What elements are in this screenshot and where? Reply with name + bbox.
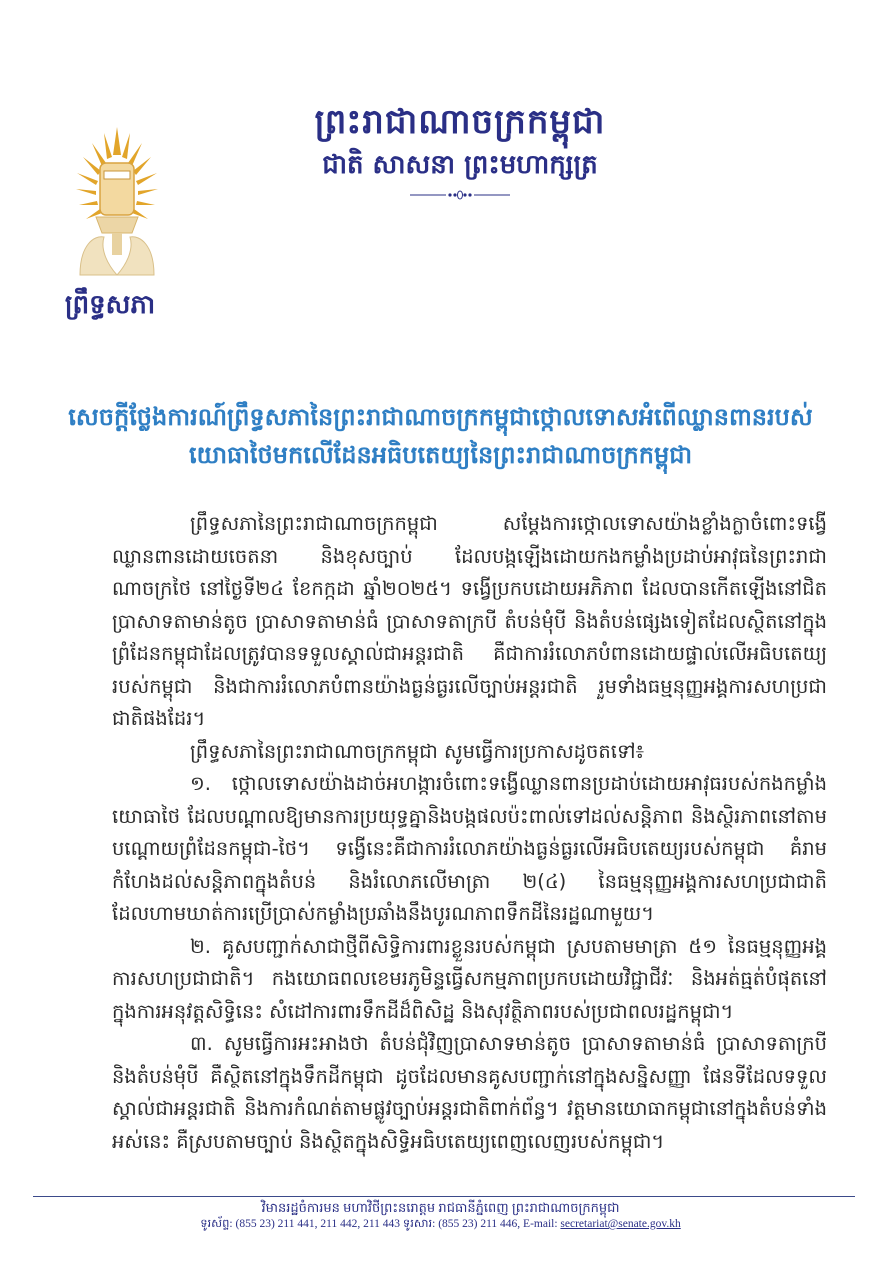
point-1: ១. ថ្កោលទោសយ៉ាងដាច់អហង្ការចំពោះទង្វើឈ្លានពានប្រដាប់ដោយអាវុធរបស់កងកម្លាំងយោធាថៃ ដែលបណ្ដាលឱ្យមានការប្រយុទ្ធគ្នានិងបង្កផលប៉ះពាល់ទៅដល់សន្តិភាព និងស្ថិរភាពនៅតាមបណ្ដោយព្រំដែនកម្ពុជា-ថៃ។ ទង្វើនេះគឺជាការរំលោភយ៉ាងធ្ងន់ធ្ងរលើអធិបតេយ្យរបស់កម្ពុជា គំរាមកំហែងដល់សន្តិភាពក្នុងតំបន់ និងរំលោភលើមាត្រា ២(៤) នៃធម្មនុញ្ញអង្គការសហប្រជាជាតិ ដែលហាមឃាត់ការប្រើប្រាស់កម្លាំងប្រឆាំងនឹងបូរណភាពទឹកដីនៃរដ្ឋណាមួយ។ [112, 772, 827, 925]
letterhead-footer [0, 1200, 881, 1232]
footer-contact [0, 1216, 881, 1232]
phone-numbers: (855 23) 211 441, 211 442, 211 443 [235, 1218, 401, 1230]
decorative-divider-icon [410, 190, 510, 200]
declaration-lead: ព្រឹទ្ធសភានៃព្រះរាជាណាចក្រកម្ពុជា សូមធ្វើការប្រកាសដូចតទៅ៖ [190, 739, 645, 763]
phone-label: ទូរស័ព្ទ: [200, 1218, 233, 1230]
statement-title-line-1: សេចក្ដីថ្លែងការណ៍ព្រឹទ្ធសភានៃព្រះរាជាណាចក្រកម្ពុជាថ្កោលទោសអំពើឈ្លានពានរបស់ [68, 403, 813, 431]
point-3: ៣. សូមធ្វើការអះអាងថា តំបន់ជុំវិញប្រាសាទមាន់តូច ប្រាសាទតាមាន់ធំ ប្រាសាទតាក្របី និងតំបន់មុំបី គឺស្ថិតនៅក្នុងទឹកដីកម្ពុជា ដូចដែលមានគូសបញ្ជាក់នៅក្នុងសន្និសញ្ញា ផែនទីដែលទទួលស្គាល់ជាអន្តរជាតិ និងការកំណត់តាមផ្លូវច្បាប់អន្តរជាតិពាក់ព័ន្ធ។ វត្តមានយោធាកម្ពុជានៅក្នុងតំបន់ទាំងអស់នេះ គឺស្របតាមច្បាប់ និងស្ថិតក្នុងសិទ្ធិអធិបតេយ្យពេញលេញរបស់កម្ពុជា។ [112, 1032, 827, 1153]
senate-emblem-icon [74, 125, 160, 285]
footer-address: វិមានរដ្ឋចំការមន មហាវិថីព្រះនរោត្តម រាជធានីភ្នំពេញ ព្រះរាជាណាចក្រកម្ពុជា [261, 1200, 620, 1215]
footer-divider [33, 1196, 855, 1197]
fax-label: ទូរសារ: [402, 1218, 436, 1230]
senate-label: ព្រឹទ្ធសភា [64, 290, 156, 320]
national-header [280, 100, 640, 204]
point-2: ២. គូសបញ្ជាក់សាជាថ្មីពីសិទ្ធិការពារខ្លួនរបស់កម្ពុជា ស្របតាមមាត្រា ៥១ នៃធម្មនុញ្ញអង្គការសហប្រជាជាតិ។ កងយោធពលខេមរភូមិន្ទធ្វើសកម្មភាពប្រកបដោយវិជ្ជាជីវៈ និងអត់ធ្មត់បំផុតនៅក្នុងការអនុវត្តសិទ្ធិនេះ សំដៅការពារទឹកដីដ៏ពិសិដ្ឋ និងសុវត្ថិភាពរបស់ប្រជាពលរដ្ឋកម្ពុជា។ [112, 934, 827, 1023]
statement-title-line-2: យោធាថៃមកលើដែនអធិបតេយ្យនៃព្រះរាជាណាចក្រកម្ពុជា [188, 441, 693, 469]
kingdom-name: ព្រះរាជាណាចក្រកម្ពុជា [314, 102, 606, 142]
fax-number: (855 23) 211 446, E-mail: [438, 1218, 558, 1230]
statement-title [60, 398, 821, 474]
email-link[interactable]: secretariat@senate.gov.kh [560, 1218, 681, 1230]
intro-paragraph: ព្រឹទ្ធសភានៃព្រះរាជាណាចក្រកម្ពុជា សម្ដែងការថ្កោលទោសយ៉ាងខ្លាំងក្លាចំពោះទង្វើឈ្លានពានដោយចេតនា និងខុសច្បាប់ ដែលបង្កឡើងដោយកងកម្លាំងប្រដាប់អាវុធនៃព្រះរាជាណាចក្រថៃ នៅថ្ងៃទី២៤ ខែកក្កដា ឆ្នាំ២០២៥។ ទង្វើប្រកបដោយអភិភាព ដែលបានកើតឡើងនៅជិតប្រាសាទតាមាន់តូច ប្រាសាទតាមាន់ធំ ប្រាសាទតាក្របី តំបន់មុំបី និងតំបន់ផ្សេងទៀតដែលស្ថិតនៅក្នុងព្រំដែនកម្ពុជាដែលត្រូវបានទទួលស្គាល់ជាអន្តរជាតិ គឺជាការរំលោភបំពានដោយផ្ទាល់លើអធិបតេយ្យរបស់កម្ពុជា និងជាការរំលោភបំពានយ៉ាងធ្ងន់ធ្ងរលើច្បាប់អន្តរជាតិ រួមទាំងធម្មនុញ្ញអង្គការសហប្រជាជាតិផងដែរ។ [112, 512, 827, 730]
national-motto: ជាតិ សាសនា ព្រះមហាក្សត្រ [322, 150, 598, 180]
statement-body [112, 508, 827, 1158]
